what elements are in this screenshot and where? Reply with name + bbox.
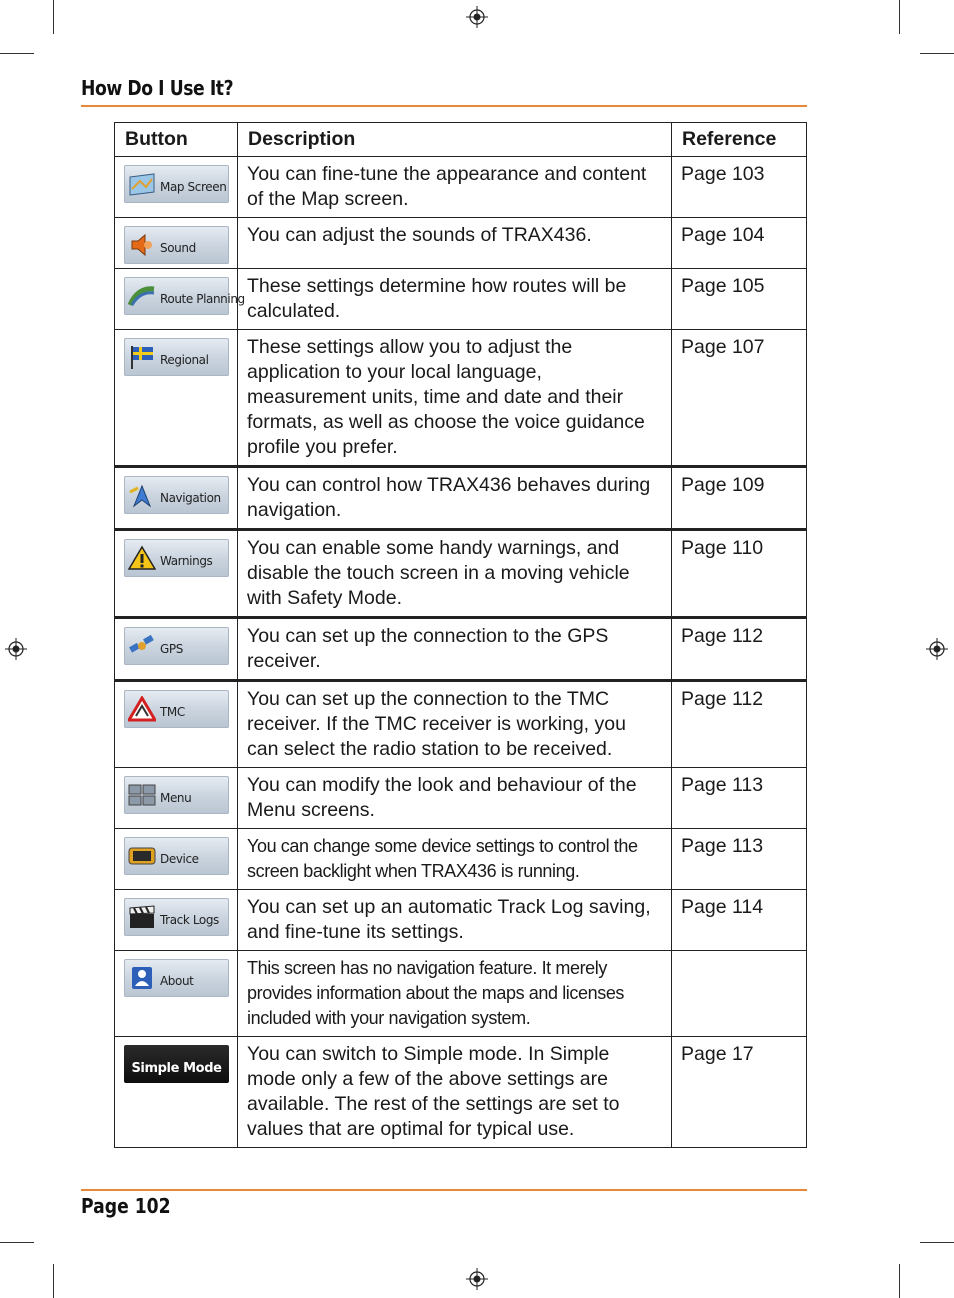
row-description: You can control how TRAX436 behaves during navigation. bbox=[238, 467, 672, 530]
row-description: You can fine-tune the appearance and content of the Map screen. bbox=[238, 157, 672, 218]
satellite-icon bbox=[128, 633, 156, 659]
table-row bbox=[115, 768, 807, 829]
table-row bbox=[115, 829, 807, 890]
settings-table bbox=[114, 122, 807, 1148]
row-reference: Page 112 bbox=[672, 618, 807, 681]
crop-mark bbox=[0, 1242, 34, 1243]
row-reference: Page 113 bbox=[672, 768, 807, 829]
about-button[interactable]: About bbox=[124, 959, 229, 997]
row-reference: Page 104 bbox=[672, 218, 807, 269]
table-row bbox=[115, 157, 807, 218]
map-screen-button[interactable]: Map Screen bbox=[124, 165, 229, 203]
crop-mark bbox=[920, 53, 954, 54]
row-reference: Page 114 bbox=[672, 890, 807, 951]
regional-button[interactable]: Regional bbox=[124, 338, 229, 376]
row-reference: Page 107 bbox=[672, 330, 807, 467]
table-row bbox=[115, 1037, 807, 1148]
table-row bbox=[115, 269, 807, 330]
clapperboard-icon bbox=[128, 904, 156, 930]
header-rule bbox=[81, 105, 807, 107]
table-row bbox=[115, 890, 807, 951]
row-reference: Page 110 bbox=[672, 530, 807, 618]
row-reference: Page 105 bbox=[672, 269, 807, 330]
table-header-row bbox=[115, 123, 807, 157]
row-reference bbox=[672, 951, 807, 1037]
device-button[interactable]: Device bbox=[124, 837, 229, 875]
row-description: These settings allow you to adjust the application to your local language, measurement units, time and date and their formats, as well as choose the voice guidance profile you prefer. bbox=[238, 330, 672, 467]
gps-button[interactable]: GPS bbox=[124, 627, 229, 665]
crop-mark bbox=[53, 1264, 54, 1298]
table-row bbox=[115, 681, 807, 768]
row-reference: Page 103 bbox=[672, 157, 807, 218]
registration-mark-icon bbox=[466, 1268, 488, 1290]
table-row bbox=[115, 618, 807, 681]
table-row bbox=[115, 530, 807, 618]
column-header-button: Button bbox=[115, 123, 238, 157]
crop-mark bbox=[899, 0, 900, 34]
navigation-button[interactable]: Navigation bbox=[124, 476, 229, 514]
warning-icon bbox=[128, 545, 156, 571]
registration-mark-icon bbox=[926, 638, 948, 660]
table-row bbox=[115, 330, 807, 467]
column-header-reference: Reference bbox=[672, 123, 807, 157]
track-logs-button[interactable]: Track Logs bbox=[124, 898, 229, 936]
map-screen-icon bbox=[128, 171, 156, 197]
row-reference: Page 113 bbox=[672, 829, 807, 890]
registration-mark-icon bbox=[466, 6, 488, 28]
row-reference: Page 109 bbox=[672, 467, 807, 530]
crop-mark bbox=[899, 1264, 900, 1298]
simple-mode-button[interactable]: Simple Mode bbox=[124, 1045, 229, 1083]
page-number: Page 102 bbox=[81, 1194, 171, 1218]
tmc-button[interactable]: TMC bbox=[124, 690, 229, 728]
crop-mark bbox=[53, 0, 54, 34]
registration-mark-icon bbox=[5, 638, 27, 660]
row-reference: Page 112 bbox=[672, 681, 807, 768]
running-header: How Do I Use It? bbox=[81, 76, 234, 100]
device-icon bbox=[128, 843, 156, 869]
warnings-button[interactable]: Warnings bbox=[124, 539, 229, 577]
row-description: You can adjust the sounds of TRAX436. bbox=[238, 218, 672, 269]
menu-button[interactable]: Menu bbox=[124, 776, 229, 814]
table-row bbox=[115, 218, 807, 269]
flag-icon bbox=[128, 344, 156, 370]
table-row bbox=[115, 467, 807, 530]
row-reference: Page 17 bbox=[672, 1037, 807, 1148]
table-row bbox=[115, 951, 807, 1037]
row-description: This screen has no navigation feature. It merely provides information about the maps and licenses included with your navigation system. bbox=[238, 951, 672, 1037]
row-description: You can set up the connection to the GPS receiver. bbox=[238, 618, 672, 681]
about-icon bbox=[128, 965, 156, 991]
row-description: These settings determine how routes will be calculated. bbox=[238, 269, 672, 330]
menu-grid-icon bbox=[128, 782, 156, 808]
navigation-icon bbox=[128, 482, 156, 508]
row-description: You can set up the connection to the TMC receiver. If the TMC receiver is working, you can select the radio station to be received. bbox=[238, 681, 672, 768]
sound-button[interactable]: Sound bbox=[124, 226, 229, 264]
speaker-icon bbox=[128, 232, 156, 258]
row-description: You can enable some handy warnings, and disable the touch screen in a moving vehicle with Safety Mode. bbox=[238, 530, 672, 618]
tmc-warning-icon bbox=[128, 696, 156, 722]
route-planning-icon bbox=[128, 283, 156, 309]
row-description: You can modify the look and behaviour of the Menu screens. bbox=[238, 768, 672, 829]
crop-mark bbox=[920, 1242, 954, 1243]
route-planning-button[interactable]: Route Planning bbox=[124, 277, 229, 315]
footer-rule bbox=[81, 1189, 807, 1191]
row-description: You can set up an automatic Track Log saving, and fine-tune its settings. bbox=[238, 890, 672, 951]
crop-mark bbox=[0, 53, 34, 54]
column-header-description: Description bbox=[238, 123, 672, 157]
row-description: You can change some device settings to control the screen backlight when TRAX436 is running. bbox=[238, 829, 672, 890]
row-description: You can switch to Simple mode. In Simple mode only a few of the above settings are available. The rest of the settings are set to values that are optimal for typical use. bbox=[238, 1037, 672, 1148]
